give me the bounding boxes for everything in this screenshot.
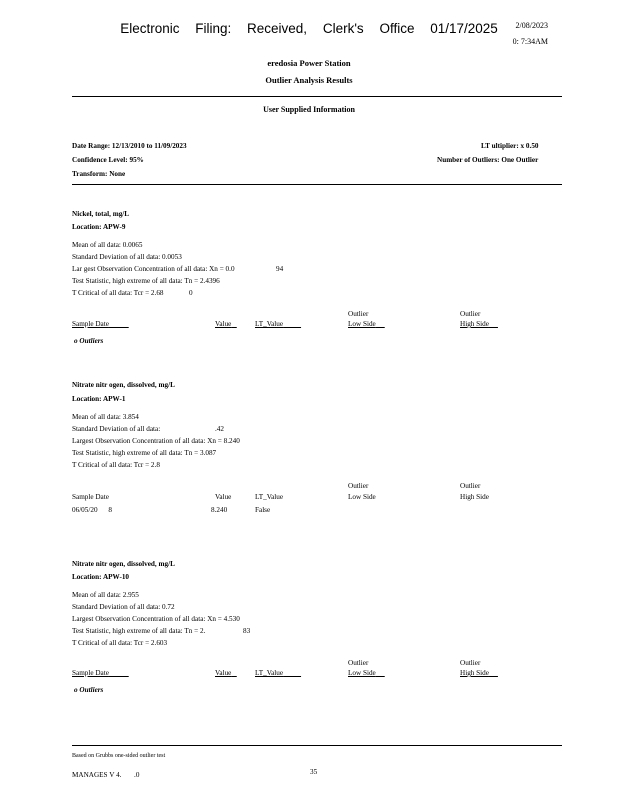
transform: Transform: None [72, 170, 126, 178]
col-value: Value [215, 320, 232, 328]
std-dev: Standard Deviation of all data: 0.0053 [72, 253, 182, 261]
stamp-word: Clerk's [322, 21, 364, 36]
stamp-word: Received, [247, 21, 308, 36]
t-critical: T Critical of all data: Tcr = 2.8 [72, 461, 160, 469]
row-lt-value: False [255, 506, 271, 514]
parameter-name: Nickel, total, mg/L [72, 210, 130, 218]
no-outliers: o Outliers [74, 337, 104, 345]
mean: Mean of all data: 0.0065 [72, 241, 143, 249]
col-low-side: Low Side [348, 493, 376, 501]
location: Location: APW-10 [72, 573, 130, 581]
no-outliers: o Outliers [74, 686, 104, 694]
col-high-side: High Side [460, 669, 489, 677]
t-critical: T Critical of all data: Tcr = 2.603 [72, 639, 168, 647]
col-outlier-high: Outlier [460, 310, 481, 318]
parameter-name: Nitrate nitr ogen, dissolved, mg/L [72, 381, 175, 389]
test-statistic: Test Statistic, high extreme of all data: Tn = 2. [72, 627, 206, 635]
col-sample-date: Sample Date [72, 320, 109, 328]
col-value: Value [215, 669, 232, 677]
largest-observation: Largest Observation Concentration of all data: Xn = 8.240 [72, 437, 240, 445]
stamp-word: Electronic [120, 21, 180, 36]
divider [72, 745, 562, 746]
date-range: Date Range: 12/13/2010 to 11/09/2023 [72, 142, 187, 150]
page-number: 35 [310, 768, 318, 776]
footer-note: Based on Grubbs one-sided outlier test [72, 753, 166, 759]
divider [72, 96, 562, 97]
std-dev: Standard Deviation of all data: 0.72 [72, 603, 175, 611]
test-statistic: Test Statistic, high extreme of all data: Tn = 2.4396 [72, 277, 220, 285]
col-outlier-low: Outlier [348, 310, 369, 318]
lt-multiplier: LT ultiplier: x 0.50 [481, 142, 539, 150]
largest-observation: Largest Observation Concentration of all data: Xn = 4.530 [72, 615, 240, 623]
location: Location: APW-9 [72, 223, 126, 231]
col-low-side: Low Side [348, 320, 376, 328]
divider [72, 184, 562, 185]
std-dev: Standard Deviation of all data: [72, 425, 161, 433]
mean: Mean of all data: 3.854 [72, 413, 139, 421]
row-sample-date: 06/05/20 8 [72, 506, 112, 514]
parameter-name: Nitrate nitr ogen, dissolved, mg/L [72, 560, 175, 568]
section-title: User Supplied Information [263, 105, 355, 114]
t-critical: T Critical of all data: Tcr = 2.68 [72, 289, 164, 297]
col-sample-date: Sample Date [72, 669, 109, 677]
software-version: MANAGES V 4. .0 [72, 771, 140, 779]
col-lt-value: LT_Value [255, 493, 284, 501]
report-title: Outlier Analysis Results [265, 75, 353, 85]
row-value: 8.240 [211, 506, 228, 514]
stamp-word: 01/17/2025 [430, 21, 498, 36]
mean: Mean of all data: 2.955 [72, 591, 139, 599]
test-statistic: Test Statistic, high extreme of all data: Tn = 3.087 [72, 449, 217, 457]
location: Location: APW-1 [72, 395, 126, 403]
col-outlier-high: Outlier [460, 482, 481, 490]
confidence-level: Confidence Level: 95% [72, 156, 144, 164]
test-statistic-tail: 83 [243, 627, 251, 635]
col-value: Value [215, 493, 232, 501]
station-name: eredosia Power Station [267, 58, 351, 68]
stamp-word: Office [379, 21, 415, 36]
col-high-side: High Side [460, 493, 489, 501]
col-low-side: Low Side [348, 669, 376, 677]
col-outlier-low: Outlier [348, 659, 369, 667]
report-date: 2/08/2023 [515, 21, 548, 30]
largest-observation-tail: 94 [276, 265, 284, 273]
report-datetime [513, 18, 548, 50]
largest-observation: Lar gest Observation Concentration of all data: Xn = 0.0 [72, 265, 235, 273]
col-high-side: High Side [460, 320, 489, 328]
report-time: 0: 7:34AM [512, 37, 548, 46]
number-of-outliers: Number of Outliers: One Outlier [437, 156, 539, 164]
col-outlier-high: Outlier [460, 659, 481, 667]
stamp-word: Filing: [195, 21, 232, 36]
col-lt-value: LT_Value [255, 320, 284, 328]
col-lt-value: LT_Value [255, 669, 284, 677]
t-critical-tail: 0 [189, 289, 193, 297]
col-sample-date: Sample Date [72, 493, 109, 501]
col-outlier-low: Outlier [348, 482, 369, 490]
std-dev-tail: .42 [215, 425, 224, 433]
